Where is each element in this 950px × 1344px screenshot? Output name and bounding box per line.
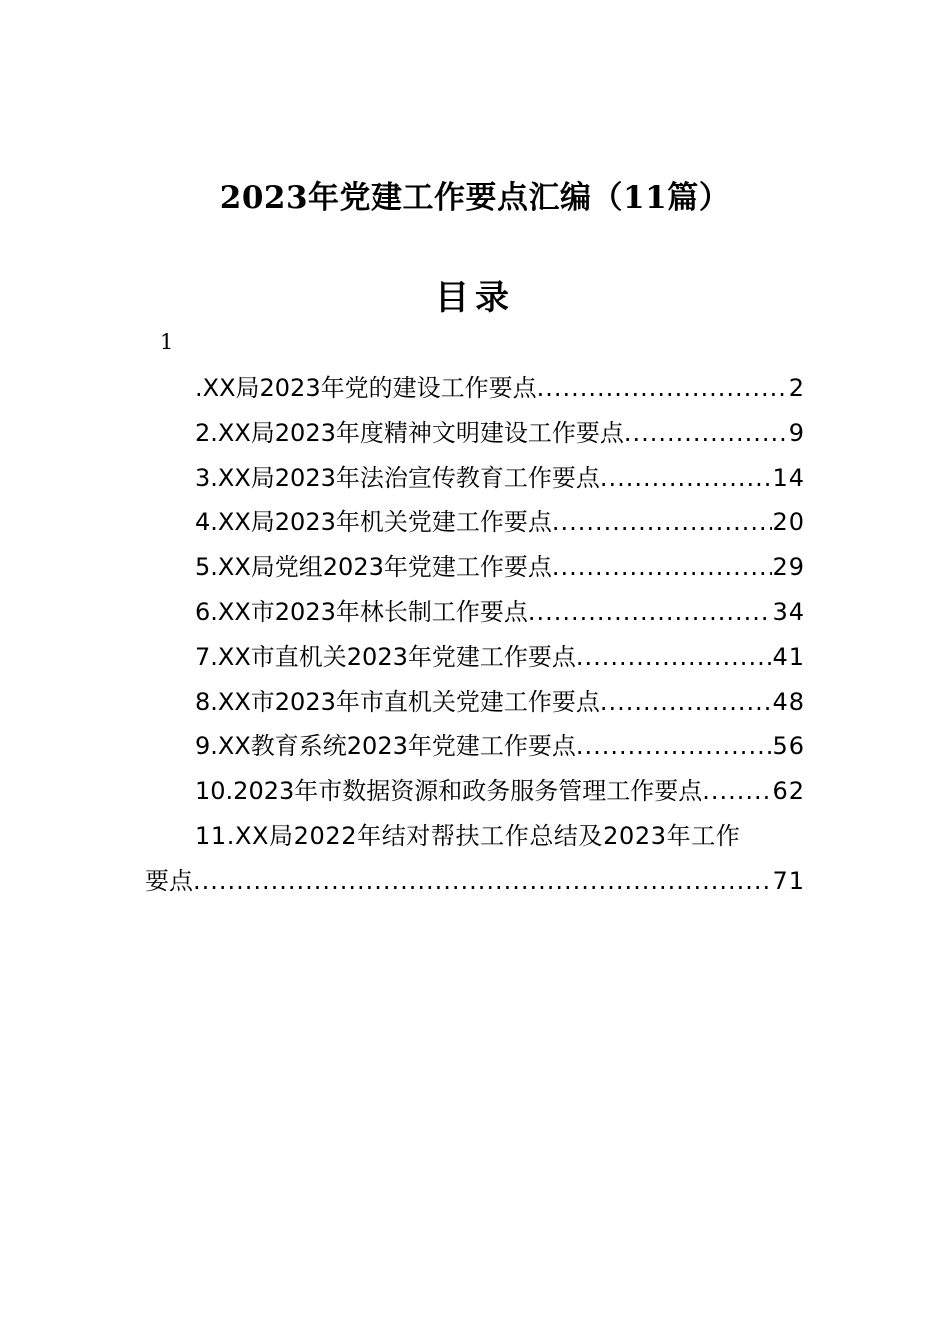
- toc-entry-text: 4.XX局2023年机关党建工作要点: [195, 508, 552, 537]
- toc-entry-page: 41: [772, 642, 805, 671]
- toc-entry-text: 6.XX市2023年林长制工作要点: [195, 597, 528, 626]
- toc-entry[interactable]: [145, 769, 805, 814]
- toc-leader-dots: [576, 724, 773, 769]
- toc-entry[interactable]: [145, 500, 805, 545]
- toc-leader-dots: [528, 590, 773, 635]
- toc-entry-text-line1: 11.XX局2022年结对帮扶工作总结及2023年工作: [195, 821, 741, 850]
- toc-entry-page: 9: [788, 418, 805, 447]
- toc-entry[interactable]: [145, 680, 805, 725]
- toc-entry-page: 56: [772, 732, 805, 761]
- toc-entry-page: 34: [772, 597, 805, 626]
- toc-entry-line2: [145, 859, 805, 904]
- toc-entry-wrapped[interactable]: [145, 814, 805, 904]
- toc-entry-text: 7.XX市直机关2023年党建工作要点: [195, 642, 576, 671]
- toc-entry[interactable]: [145, 635, 805, 680]
- toc-entry-text: 8.XX市2023年市直机关党建工作要点: [195, 687, 600, 716]
- toc-entry-text: 3.XX局2023年法治宣传教育工作要点: [195, 463, 600, 492]
- toc-list: [145, 366, 805, 904]
- toc-entry-text: 2.XX局2023年度精神文明建设工作要点: [195, 418, 624, 447]
- toc-entry-page: 20: [772, 508, 805, 537]
- toc-entry-page: 29: [772, 553, 805, 582]
- toc-entry-page: 71: [772, 866, 805, 895]
- toc-leader-dots: [624, 411, 789, 456]
- toc-entry-page: 2: [788, 374, 805, 402]
- toc-leader-dots: [600, 456, 773, 501]
- toc-leader-dots: [537, 366, 789, 411]
- toc-entry-page: 14: [772, 463, 805, 492]
- toc-entry-text: 9.XX教育系统2023年党建工作要点: [195, 732, 576, 761]
- toc-heading: 目录: [435, 278, 515, 318]
- toc-entry[interactable]: [145, 590, 805, 635]
- toc-leader-dots: [552, 500, 773, 545]
- toc-entry-text: 10.2023年市数据资源和政务服务管理工作要点: [195, 777, 703, 806]
- toc-leader-dots: [552, 545, 773, 590]
- toc-entry-text: .XX局2023年党的建设工作要点: [195, 374, 537, 402]
- toc-entry[interactable]: [145, 545, 805, 590]
- toc-entry[interactable]: [145, 411, 805, 456]
- toc-entry[interactable]: [145, 724, 805, 769]
- toc-entry-text: 5.XX局党组2023年党建工作要点: [195, 553, 552, 582]
- toc-leader-dots: [600, 680, 773, 725]
- toc-entry-page: 62: [772, 777, 805, 806]
- toc-entry-page: 48: [772, 687, 805, 716]
- toc-entry[interactable]: [145, 456, 805, 501]
- toc-leader-dots: [193, 859, 772, 904]
- toc-entry[interactable]: [145, 366, 805, 411]
- stray-number: 1: [160, 330, 174, 354]
- toc-entry-text-line2: 要点: [145, 866, 193, 895]
- toc-leader-dots: [702, 769, 772, 814]
- toc-leader-dots: [576, 635, 773, 680]
- document-title: 2023年党建工作要点汇编（11篇）: [219, 180, 731, 216]
